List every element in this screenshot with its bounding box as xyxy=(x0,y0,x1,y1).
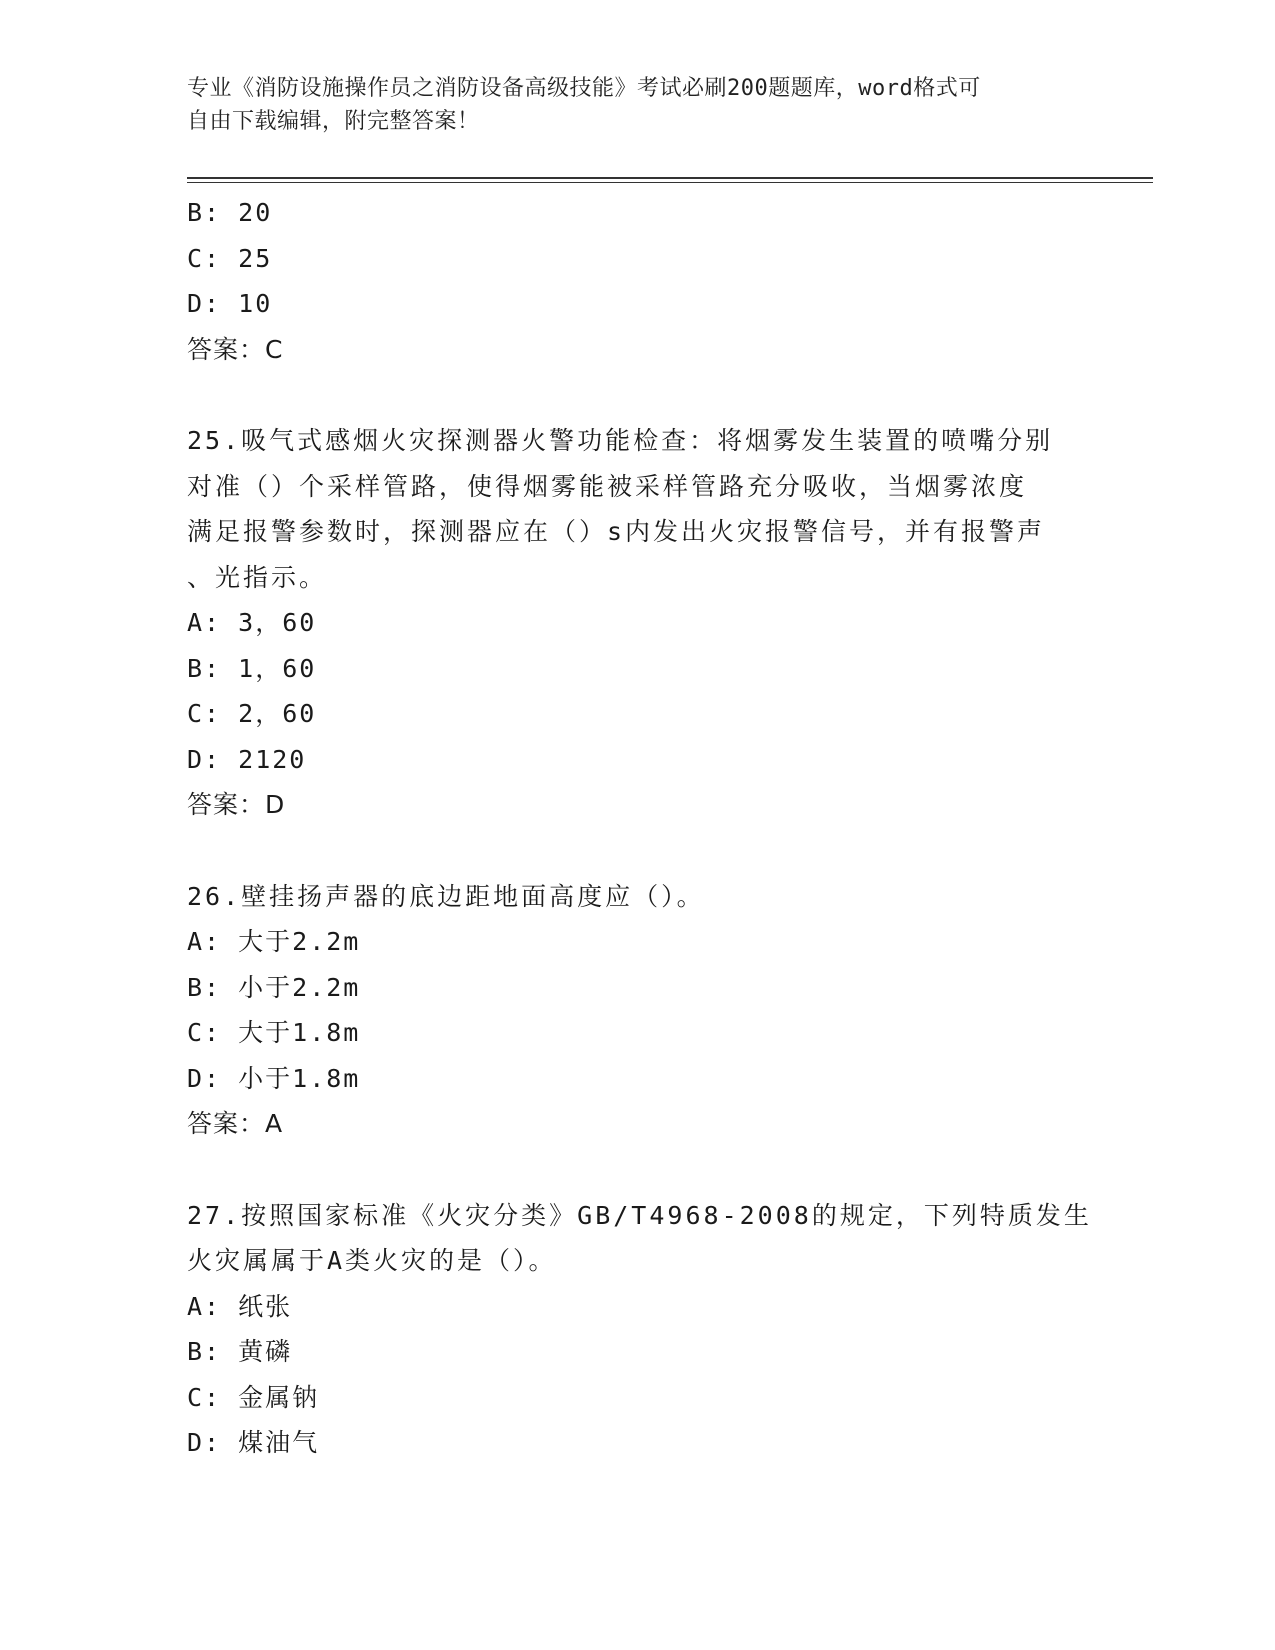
answer-line: 答案：C xyxy=(187,334,284,364)
option-d: D: 10 xyxy=(187,289,273,318)
option-d: D: 2120 xyxy=(187,744,307,774)
option-c: C: 金属钠 xyxy=(187,1382,320,1412)
option-d: D: 煤油气 xyxy=(187,1428,320,1457)
option-a: A: 3，60 xyxy=(187,608,317,637)
spacer xyxy=(187,1147,1087,1193)
option-a: A: 纸张 xyxy=(187,1291,293,1321)
header-divider-thin xyxy=(187,182,1153,183)
document-header xyxy=(187,72,1087,138)
question-text-line: 、光指示。 xyxy=(187,562,328,592)
option-d: D: 小于1.8m xyxy=(187,1063,361,1093)
header-divider-thick xyxy=(187,177,1153,179)
option-a: A: 大于2.2m xyxy=(187,927,361,956)
question-text-line: 火灾属属于A类火灾的是（）。 xyxy=(187,1246,557,1275)
question-26 xyxy=(187,874,1087,1147)
spacer xyxy=(187,828,1087,874)
question-list xyxy=(187,190,1092,1466)
question-27 xyxy=(187,1193,1092,1466)
question-text-line: 25.吸气式感烟火灾探测器火警功能检查：将烟雾发生装置的喷嘴分别 xyxy=(187,426,1054,455)
option-b: B: 黄磷 xyxy=(187,1337,293,1366)
option-c: C: 大于1.8m xyxy=(187,1018,361,1047)
option-b: B: 20 xyxy=(187,198,273,227)
question-text-line: 满足报警参数时，探测器应在（）s内发出火灾报警信号，并有报警声 xyxy=(187,517,1046,546)
question-text-line: 26.壁挂扬声器的底边距地面高度应（）。 xyxy=(187,881,705,911)
question-text-line: 对准（）个采样管路，使得烟雾能被采样管路充分吸收，当烟雾浓度 xyxy=(187,471,1028,501)
header-line-2: 自由下载编辑，附完整答案！ xyxy=(187,109,480,134)
question-text-line: 27.按照国家标准《火灾分类》GB/T4968-2008的规定，下列特质发生 xyxy=(187,1200,1092,1230)
option-b: B: 1，60 xyxy=(187,653,317,683)
answer-line: 答案：A xyxy=(187,1109,284,1138)
option-c: C: 2，60 xyxy=(187,699,317,728)
option-b: B: 小于2.2m xyxy=(187,972,361,1002)
answer-line: 答案：D xyxy=(187,790,286,819)
question-prev xyxy=(187,190,1087,372)
option-c: C: 25 xyxy=(187,243,273,273)
spacer xyxy=(187,372,1087,418)
header-line-1: 专业《消防设施操作员之消防设备高级技能》考试必刷200题题库，word格式可 xyxy=(187,76,981,101)
question-25 xyxy=(187,418,1087,828)
